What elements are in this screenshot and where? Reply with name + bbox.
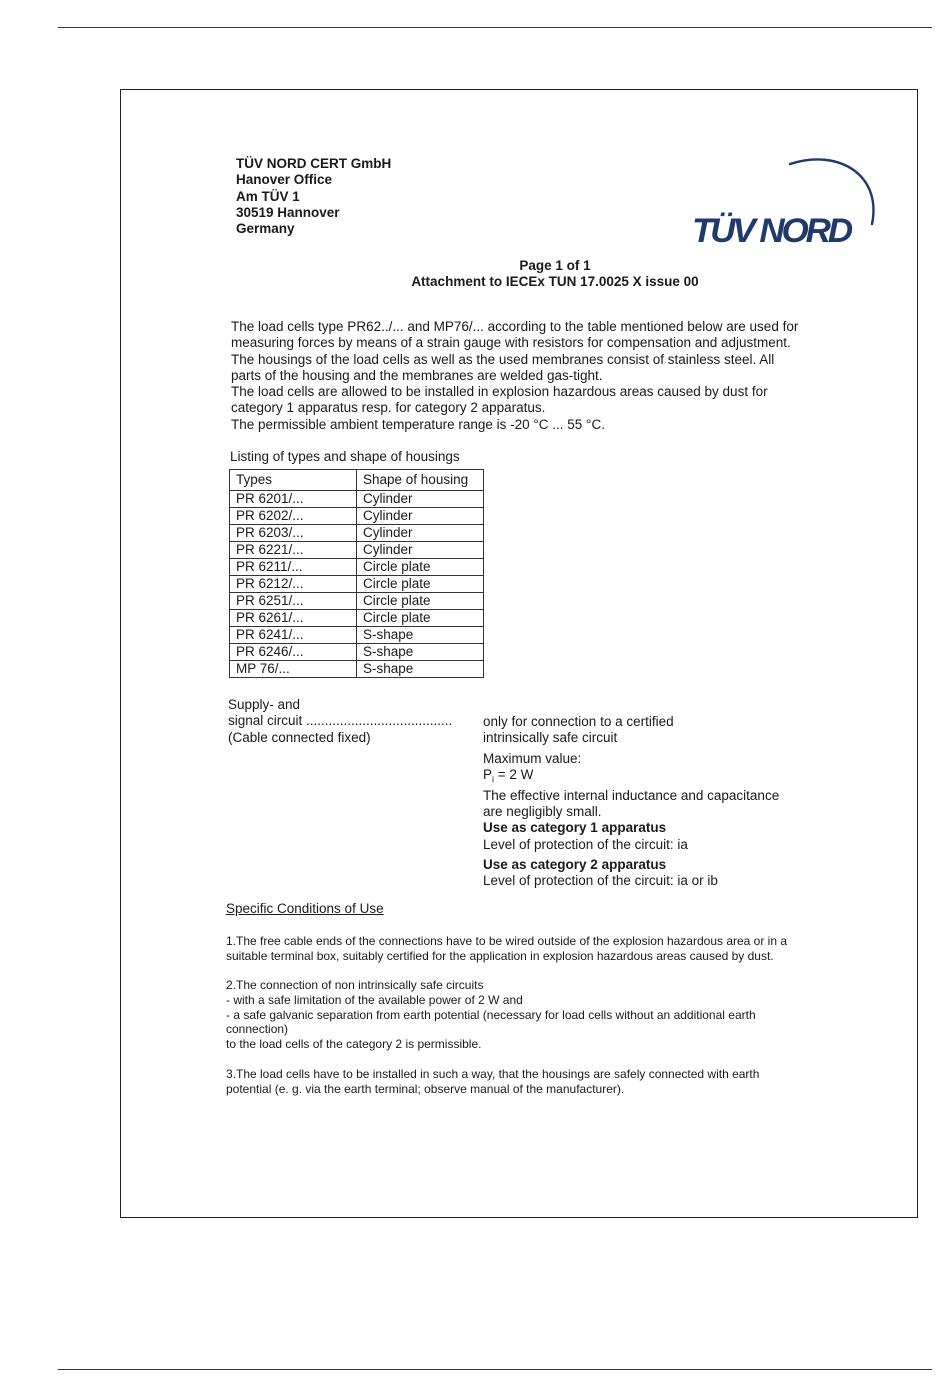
type-cell: PR 6246/...	[230, 644, 357, 661]
shape-cell: Circle plate	[357, 576, 484, 593]
supply-line: signal circuit .......................................	[228, 713, 453, 729]
category1-title: Use as category 1 apparatus	[483, 820, 667, 836]
page-number: Page 1 of 1	[519, 258, 591, 273]
condition-2	[226, 978, 756, 1052]
conditions-title: Specific Conditions of Use	[226, 901, 384, 916]
connection-line: only for connection to a certified	[483, 714, 674, 729]
shape-cell: Circle plate	[357, 559, 484, 576]
type-cell: PR 6203/...	[230, 525, 357, 542]
bottom-rule	[58, 1369, 932, 1370]
type-cell: MP 76/...	[230, 661, 357, 678]
table-row	[230, 610, 484, 627]
shape-cell: Circle plate	[357, 610, 484, 627]
intro-paragraph	[231, 319, 841, 433]
shape-cell: Circle plate	[357, 593, 484, 610]
condition-line: 1.The free cable ends of the connections have to be wired outside of the explosion hazardous area or in a	[226, 934, 788, 948]
condition-3	[226, 1067, 759, 1097]
column-header-types: Types	[230, 470, 357, 491]
condition-line: - a safe galvanic separation from earth potential (necessary for load cells without an additional earth	[226, 1007, 756, 1022]
condition-line: connection)	[226, 1022, 289, 1037]
condition-line: suitable terminal box, suitably certified for the application in explosion hazardous areas caused by dust.	[226, 948, 774, 963]
intro-line: parts of the housing and the membranes are welded gas-tight.	[231, 367, 603, 383]
condition-line: potential (e. g. via the earth terminal; observe manual of the manufacturer).	[226, 1081, 625, 1096]
shape-cell: Cylinder	[357, 542, 484, 559]
supply-line: (Cable connected fixed)	[228, 729, 371, 745]
intro-line: The load cells type PR62../... and MP76/... according to the table mentioned below are used for	[231, 319, 799, 334]
intro-line: category 1 apparatus resp. for category 2 apparatus.	[231, 400, 546, 416]
table-header-row	[230, 470, 484, 491]
condition-line: - with a safe limitation of the available power of 2 W and	[226, 992, 523, 1007]
inductance-line: are negligibly small.	[483, 804, 602, 820]
intro-line: The load cells are allowed to be installed in explosion hazardous areas caused by dust for	[231, 384, 768, 400]
shape-cell: S-shape	[357, 661, 484, 678]
shape-cell: Cylinder	[357, 525, 484, 542]
type-cell: PR 6261/...	[230, 610, 357, 627]
issuer-address	[236, 156, 391, 237]
type-cell: PR 6201/...	[230, 491, 357, 508]
table-row	[230, 593, 484, 610]
condition-line: 3.The load cells have to be installed in such a way, that the housings are safely connected with earth	[226, 1067, 760, 1081]
types-table	[229, 469, 484, 678]
supply-label	[228, 697, 452, 746]
column-header-shape: Shape of housing	[357, 470, 484, 491]
shape-cell: Cylinder	[357, 491, 484, 508]
address-line: Hanover Office	[236, 172, 333, 188]
address-line: Am TÜV 1	[236, 188, 300, 204]
condition-line: to the load cells of the category 2 is permissible.	[226, 1037, 482, 1052]
shape-cell: Cylinder	[357, 508, 484, 525]
condition-1	[226, 934, 787, 964]
intro-line: The housings of the load cells as well as the used membranes consist of stainless steel. All	[231, 351, 775, 367]
category1-text: Level of protection of the circuit: ia	[483, 836, 688, 852]
condition-line: 2.The connection of non intrinsically safe circuits	[226, 978, 484, 992]
type-cell: PR 6251/...	[230, 593, 357, 610]
tuv-nord-logo	[690, 156, 880, 252]
type-cell: PR 6221/...	[230, 542, 357, 559]
type-cell: PR 6202/...	[230, 508, 357, 525]
table-row	[230, 525, 484, 542]
address-line: Germany	[236, 221, 295, 237]
type-cell: PR 6241/...	[230, 627, 357, 644]
intro-line: The permissible ambient temperature range is -20 °C ... 55 °C.	[231, 416, 605, 432]
category2-text: Level of protection of the circuit: ia or ib	[483, 873, 718, 889]
intro-line: measuring forces by means of a strain gauge with resistors for compensation and adjustment.	[231, 335, 791, 351]
attachment-title: Attachment to IECEx TUN 17.0025 X issue 00	[411, 274, 699, 289]
category2-title: Use as category 2 apparatus	[483, 857, 667, 873]
table-row	[230, 576, 484, 593]
supply-line: Supply- and	[228, 697, 301, 712]
shape-cell: S-shape	[357, 627, 484, 644]
table-row	[230, 542, 484, 559]
table-row	[230, 644, 484, 661]
type-cell: PR 6212/...	[230, 576, 357, 593]
table-row	[230, 627, 484, 644]
table-row	[230, 559, 484, 576]
listing-caption: Listing of types and shape of housings	[230, 449, 460, 464]
table-row	[230, 508, 484, 525]
table-row	[230, 491, 484, 508]
pi-value: $P_i = 2$ W	[483, 766, 534, 785]
inductance-line: The effective internal inductance and capacitance	[483, 787, 780, 803]
table-row	[230, 661, 484, 678]
type-cell: PR 6211/...	[230, 559, 357, 576]
shape-cell: S-shape	[357, 644, 484, 661]
supply-spec	[483, 714, 779, 890]
top-rule	[58, 27, 932, 28]
address-line: 30519 Hannover	[236, 204, 340, 220]
connection-line: intrinsically safe circuit	[483, 730, 618, 746]
logo-text: TÜV NORD	[692, 212, 853, 250]
address-line: TÜV NORD CERT GmbH	[236, 156, 392, 171]
max-value-label: Maximum value:	[483, 750, 582, 766]
